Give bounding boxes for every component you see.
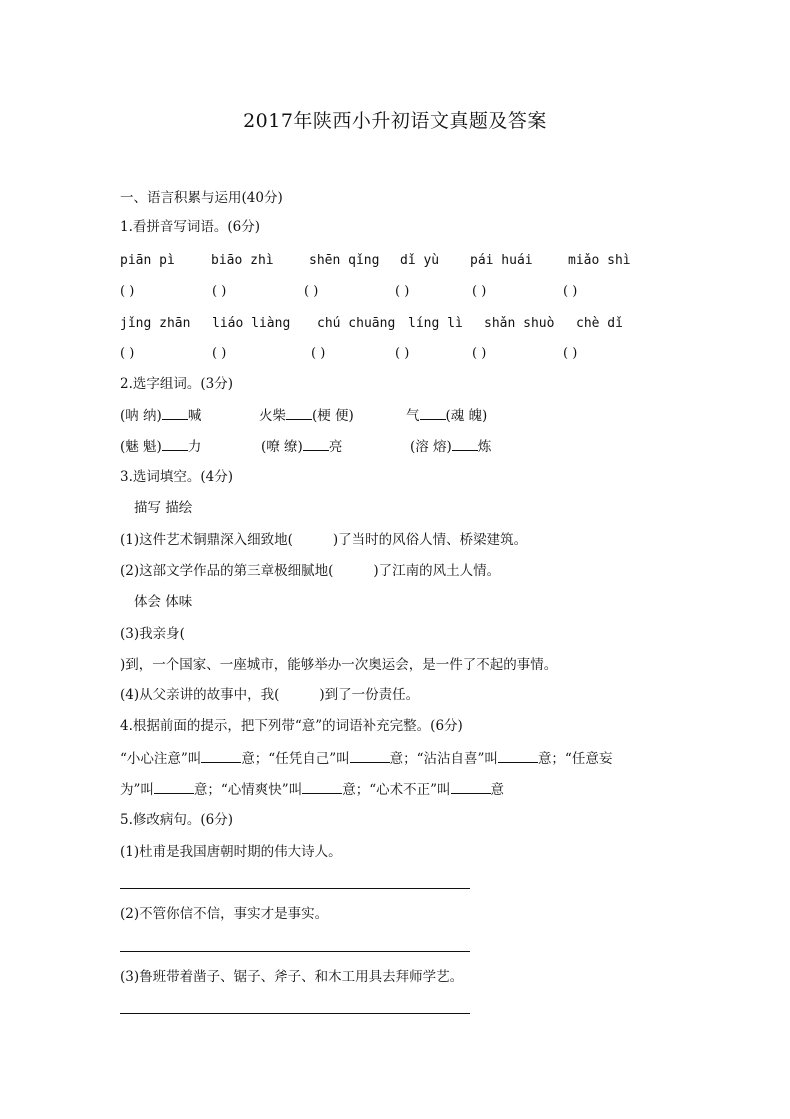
q3-heading: 3.选词填空。(4分) [120,469,234,485]
answer-blank: ( ) [472,284,487,299]
q2-item: (嘹 缭) 亮 [261,439,343,455]
q2-heading: 2.选字组词。(3分) [120,376,234,392]
answer-blank: ( ) [120,346,135,361]
pinyin-item: chè dǐ [576,316,623,331]
answer-line [120,1013,470,1014]
answer-blank: ( ) [563,346,578,361]
answer-blank: ( ) [472,346,487,361]
answer-blank: ( ) [395,284,410,299]
q4-line: “小心注意”叫 意；“任凭自己”叫 意；“沾沾自喜”叫 意；“任意妄 [120,751,613,767]
answer-blank: ( ) [120,284,135,299]
q2-item: (呐 纳) 喊 [120,408,202,424]
pinyin-item: jǐng zhān [120,316,191,331]
answer-blank: ( ) [212,346,227,361]
q3-sentence: (2)这部文学作品的第三章极细腻地( )了江南的风土人情。 [120,563,501,579]
answer-line [120,951,470,952]
answer-blank: ( ) [311,346,326,361]
q5-sentence: (1)杜甫是我国唐朝时期的伟大诗人。 [120,844,342,860]
q4-heading: 4.根据前面的提示，把下列带“意”的词语补充完整。(6分) [120,718,463,734]
q3-sentence: (3)我亲身( [120,626,185,642]
q3-sentence: (1)这件艺术铜鼎深入细致地( )了当时的风俗人情、桥梁建筑。 [120,532,528,548]
section-heading: 一、语言积累与运用(40分) [120,190,283,206]
pinyin-item: chú chuāng [317,316,396,331]
answer-blank: ( ) [563,284,578,299]
pinyin-item: shēn qǐng [309,253,380,268]
q2-item: 火柴 (梗 便) [259,408,354,424]
answer-blank: ( ) [304,284,319,299]
answer-blank: ( ) [395,346,410,361]
answer-blank: ( ) [212,284,227,299]
answer-line [120,888,470,889]
pinyin-item: dǐ yù [400,253,440,268]
pinyin-item: piān pì [120,253,175,268]
q2-item: (魅 魁) 力 [120,439,202,455]
q3-sentence: (4)从父亲讲的故事中，我( )到了一份责任。 [120,687,420,703]
word-choices: 体会 体味 [134,594,193,610]
q5-heading: 5.修改病句。(6分) [120,812,234,828]
pinyin-item: liáo liàng [212,316,291,331]
page-title: 2017年陕西小升初语文真题及答案 [243,110,547,132]
q5-sentence: (2)不管你信不信，事实才是事实。 [120,906,329,922]
q4-line: 为”叫 意；“心情爽快”叫 意；“心术不正”叫 意 [120,782,505,798]
pinyin-item: biāo zhì [211,253,274,268]
q2-item: 气 (魂 魄) [406,408,488,424]
q1-heading: 1.看拼音写词语。(6分) [120,219,261,235]
q5-sentence: (3)鲁班带着凿子、锯子、斧子、和木工用具去拜师学艺。 [120,969,464,985]
pinyin-item: shǎn shuò [484,316,555,331]
pinyin-item: pái huái [470,253,533,268]
pinyin-item: líng lì [408,316,463,331]
q2-item: (溶 熔) 炼 [410,439,492,455]
q3-sentence-cont: )到，一个国家、一座城市，能够举办一次奥运会，是一件了不起的事情。 [120,657,558,673]
word-choices: 描写 描绘 [134,500,193,516]
pinyin-item: miǎo shì [568,253,631,268]
